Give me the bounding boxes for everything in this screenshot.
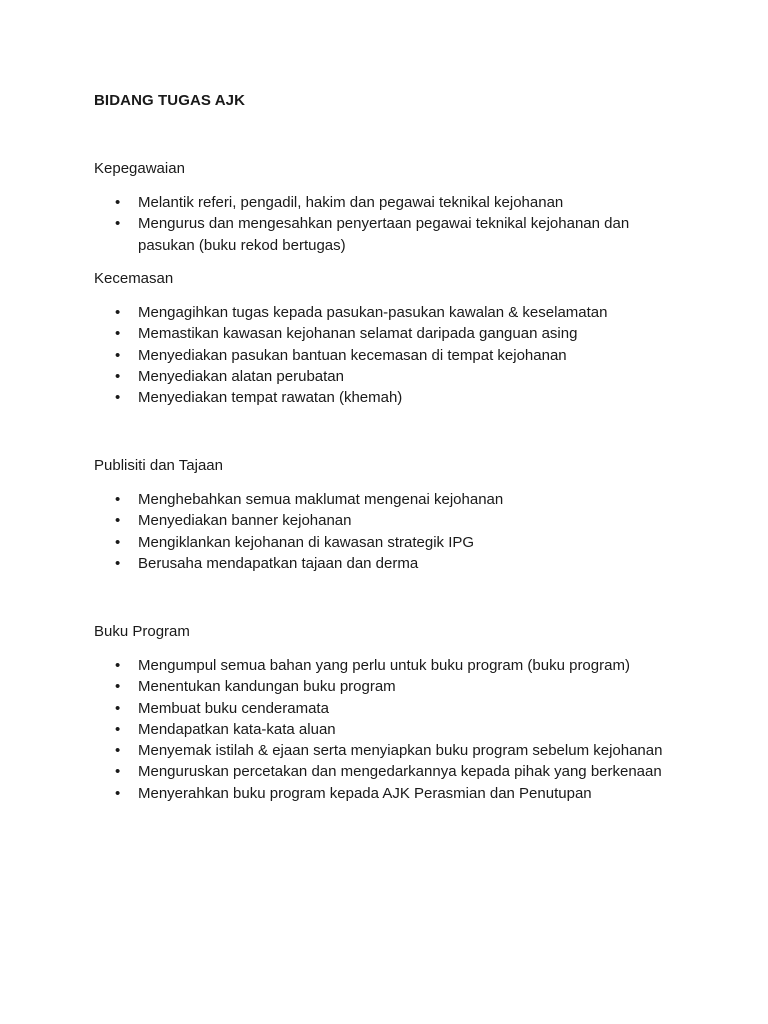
list-item-text: Menghebahkan semua maklumat mengenai kejohanan bbox=[138, 491, 504, 508]
bullet-icon: • bbox=[115, 215, 121, 233]
list-item-text: Menyerahkan buku program kepada AJK Perasmian dan Penutupan bbox=[138, 784, 592, 802]
list-item bbox=[94, 302, 676, 323]
list-item bbox=[94, 676, 676, 697]
bullet-icon: • bbox=[115, 346, 121, 364]
bullet-list bbox=[94, 302, 676, 408]
list-item-text: Menentukan kandungan buku program bbox=[138, 678, 396, 696]
list-item-text: Mengurus dan mengesahkan penyertaan pegawai teknikal kejohanan dan pasukan (buku rekod bertugas) bbox=[138, 215, 630, 254]
list-item bbox=[94, 761, 676, 782]
bullet-icon: • bbox=[115, 699, 121, 717]
bullet-icon: • bbox=[115, 720, 121, 738]
list-item-text: Melantik referi, pengadil, hakim dan pegawai teknikal kejohanan bbox=[138, 194, 564, 211]
list-item bbox=[94, 719, 676, 740]
list-item-text: Mengagihkan tugas kepada pasukan-pasukan kawalan & keselamatan bbox=[138, 304, 608, 321]
list-item-text: Menyemak istilah & ejaan serta menyiapkan buku program sebelum kejohanan bbox=[138, 742, 663, 760]
section-kecemasan bbox=[94, 268, 676, 408]
bullet-icon: • bbox=[115, 533, 121, 551]
bullet-icon: • bbox=[115, 367, 121, 385]
list-item bbox=[94, 532, 676, 553]
list-item-text: Mendapatkan kata-kata aluan bbox=[138, 720, 336, 738]
list-item bbox=[94, 740, 676, 761]
list-item bbox=[94, 510, 676, 531]
list-item bbox=[94, 489, 676, 510]
list-item-text: Membuat buku cenderamata bbox=[138, 699, 329, 717]
bullet-icon: • bbox=[115, 304, 121, 321]
list-item-text: Menguruskan percetakan dan mengedarkannya kepada pihak yang berkenaan bbox=[138, 763, 662, 781]
list-item bbox=[94, 783, 676, 804]
section-buku-program bbox=[94, 621, 676, 804]
bullet-icon: • bbox=[115, 784, 121, 802]
section-heading: Kecemasan bbox=[94, 270, 174, 287]
list-item-text: Menyediakan pasukan bantuan kecemasan di tempat kejohanan bbox=[138, 346, 567, 364]
bullet-icon: • bbox=[115, 389, 121, 407]
list-item bbox=[94, 698, 676, 719]
document-title: BIDANG TUGAS AJK bbox=[94, 92, 246, 109]
list-item bbox=[94, 366, 676, 387]
list-item-text: Berusaha mendapatkan tajaan dan derma bbox=[138, 554, 419, 572]
bullet-list bbox=[94, 192, 676, 256]
bullet-icon: • bbox=[115, 678, 121, 696]
list-item bbox=[94, 553, 676, 574]
bullet-icon: • bbox=[115, 325, 121, 343]
list-item bbox=[94, 192, 676, 213]
bullet-icon: • bbox=[115, 657, 121, 674]
list-item bbox=[94, 345, 676, 366]
bullet-list bbox=[94, 655, 676, 804]
list-item bbox=[94, 387, 676, 408]
bullet-icon: • bbox=[115, 742, 121, 760]
bullet-icon: • bbox=[115, 763, 121, 781]
section-heading: Publisiti dan Tajaan bbox=[94, 457, 223, 474]
list-item-text: Menyediakan tempat rawatan (khemah) bbox=[138, 389, 403, 407]
list-item bbox=[94, 213, 676, 256]
list-item bbox=[94, 323, 676, 344]
list-item-text: Mengiklankan kejohanan di kawasan strategik IPG bbox=[138, 533, 475, 551]
list-item-text: Menyediakan banner kejohanan bbox=[138, 512, 352, 530]
list-item-text: Memastikan kawasan kejohanan selamat daripada ganguan asing bbox=[138, 325, 578, 343]
list-item bbox=[94, 655, 676, 676]
bullet-icon: • bbox=[115, 491, 121, 508]
bullet-icon: • bbox=[115, 194, 121, 211]
section-heading: Kepegawaian bbox=[94, 160, 185, 177]
bullet-icon: • bbox=[115, 554, 121, 572]
bullet-list bbox=[94, 489, 676, 574]
list-item-text: Mengumpul semua bahan yang perlu untuk buku program (buku program) bbox=[138, 657, 630, 674]
list-item-text: Menyediakan alatan perubatan bbox=[138, 367, 344, 385]
section-kepegawaian bbox=[94, 158, 676, 256]
bullet-icon: • bbox=[115, 512, 121, 530]
section-publisiti-dan-tajaan bbox=[94, 455, 676, 574]
section-heading: Buku Program bbox=[94, 623, 190, 640]
